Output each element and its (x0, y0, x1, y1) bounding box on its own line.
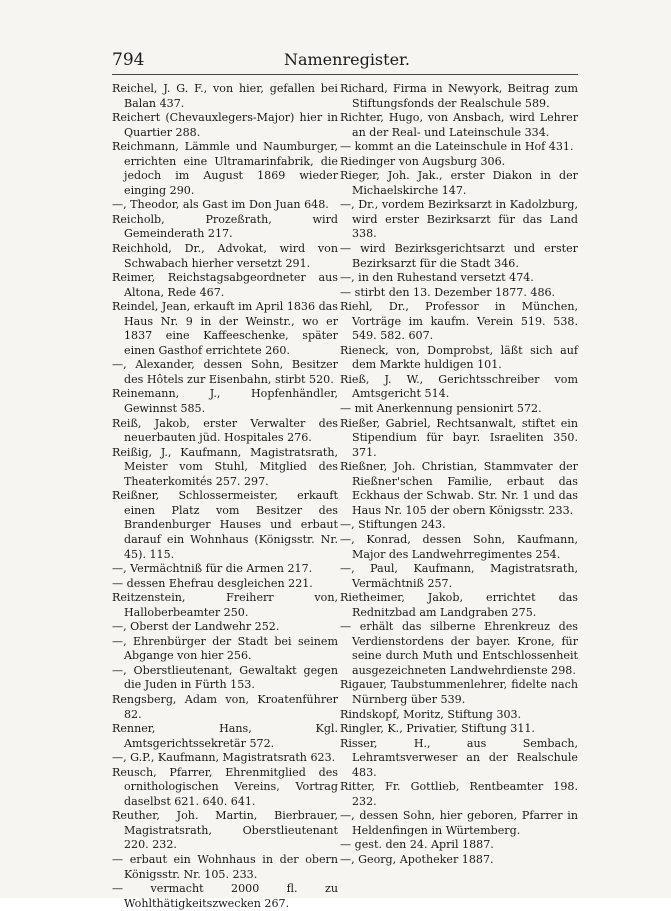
index-entry: — dessen Ehefrau desgleichen 221. (112, 576, 313, 590)
index-entry: Rießer, Gabriel, Rechtsanwalt, stiftet ein Stipendium für bayr. Israeliten 350. 371. (340, 416, 578, 459)
running-head: Namenregister. (283, 50, 411, 69)
index-entry: — stirbt den 13. Dezember 1877. 486. (340, 285, 556, 299)
index-entry: Rietheimer, Jakob, errichtet das Rednitzbad am Landgraben 275. (340, 591, 578, 619)
index-entry: Ritter, Fr. Gottlieb, Rentbeamter 198. 232. (340, 780, 578, 808)
index-entry: Reichert (Chevauxlegers-Major) hier in Quartier 288. (112, 111, 338, 139)
index-entry: — mit Anerkennung pensionirt 572. (340, 402, 542, 416)
index-entry: Rieneck, von, Domprobst, läßt sich auf dem Markte huldigen 101. (340, 343, 578, 372)
page-number: 794 (112, 50, 145, 70)
index-entry: Reißig, J., Kaufmann, Magistratsrath, Meister vom Stuhl, Mitglied des Theaterkomités 257. 297. (112, 445, 338, 488)
index-entry: — erhält das silberne Ehrenkreuz des Verdienstordens der bayer. Krone, für seine durch Muth und Entschlossenheit ausgezeichneten Landwehrdienste 298. (340, 620, 578, 677)
index-entry: —, Konrad, dessen Sohn, Kaufmann, Major des Landwehrregimentes 254. (340, 532, 578, 561)
index-entry: Reicholb, Prozeßrath, wird Gemeinderath 217. (112, 212, 338, 241)
index-entry: Richter, Hugo, von Ansbach, wird Lehrer an der Real- und Lateinschule 334. (340, 111, 578, 139)
index-entry: Risser, H., aus Sembach, Lehramtsverweser an der Realschule 483. (340, 736, 578, 779)
right-column (340, 82, 578, 868)
index-entry: —, Stiftungen 243. (340, 518, 446, 532)
index-entry: —, Georg, Apotheker 1887. (340, 852, 494, 866)
index-entry: Reichmann, Lämmle und Naumburger, errichten eine Ultramarinfabrik, die jedoch im August 1869 wieder einging 290. (112, 140, 338, 197)
index-entry: —, Ehrenbürger der Stadt bei seinem Abgange von hier 256. (112, 634, 338, 663)
index-entry: Rindskopf, Moritz, Stiftung 303. (340, 707, 522, 721)
index-entry: Reimer, Reichstagsabgeordneter aus Altona, Rede 467. (112, 271, 338, 299)
index-entry: Rigauer, Taubstummenlehrer, fidelte nach Nürnberg über 539. (340, 678, 578, 706)
index-entry: — kommt an die Lateinschule in Hof 431. (340, 140, 574, 154)
index-entry: —, in den Ruhestand versetzt 474. (340, 271, 534, 285)
index-entry: Richard, Firma in Newyork, Beitrag zum Stiftungsfonds der Realschule 589. (340, 82, 578, 110)
index-entry: Reusch, Pfarrer, Ehrenmitglied des ornithologischen Vereins, Vortrag daselbst 621. 640. 641. (112, 765, 338, 808)
header-rule (112, 74, 578, 75)
left-column (112, 82, 338, 911)
index-entry: Reitzenstein, Freiherr von, Halloberbeamter 250. (112, 591, 338, 619)
index-entry: — wird Bezirksgerichtsarzt und erster Bezirksarzt für die Stadt 346. (340, 242, 578, 270)
index-entry: Riedinger von Augsburg 306. (340, 154, 506, 168)
index-entry: Reißner, Schlossermeister, erkauft einen Platz vom Besitzer des Brandenburger Hauses und erbaut darauf ein Wohnhaus (Königsstr. Nr. 45). 115. (112, 489, 338, 561)
index-entry: Rieß, J. W., Gerichtsschreiber vom Amtsgericht 514. (340, 372, 578, 401)
index-entry: Reindel, Jean, erkauft im April 1836 das Haus Nr. 9 in der Weinstr., wo er 1837 eine Kaffeeschenke, später einen Gasthof errichtete 260. (112, 300, 338, 357)
index-entry: Reiß, Jakob, erster Verwalter des neuerbauten jüd. Hospitales 276. (112, 416, 338, 445)
index-entry: Rengsberg, Adam von, Kroatenführer 82. (112, 692, 338, 721)
page-header (112, 50, 582, 72)
index-entry: —, Dr., vordem Bezirksarzt in Kadolzburg, wird erster Bezirksarzt für das Land 338. (340, 198, 578, 241)
index-entry: —, Vermächtniß für die Armen 217. (112, 562, 313, 576)
index-entry: Reinemann, J., Hopfenhändler, Gewinnst 585. (112, 387, 338, 416)
index-entry: —, Alexander, dessen Sohn, Besitzer des Hôtels zur Eisenbahn, stirbt 520. (112, 358, 338, 386)
index-entry: —, Oberst der Landwehr 252. (112, 620, 280, 634)
index-entry: —, Paul, Kaufmann, Magistratsrath, Vermächtniß 257. (340, 562, 578, 590)
index-entry: —, Oberstlieutenant, Gewaltakt gegen die Juden in Fürth 153. (112, 663, 338, 692)
index-entry: — erbaut ein Wohnhaus in der obern Königsstr. Nr. 105. 233. (112, 852, 338, 881)
index-entry: —, G.P., Kaufmann, Magistratsrath 623. (112, 751, 336, 765)
index-entry: Rießner, Joh. Christian, Stammvater der Rießner'schen Familie, erbaut das Eckhaus der Schwab. Str. Nr. 1 und das Haus Nr. 105 der obern Königsstr. 233. (340, 460, 578, 517)
index-entry: Rieger, Joh. Jak., erster Diakon in der Michaelskirche 147. (340, 169, 578, 197)
index-entry: Reichhold, Dr., Advokat, wird von Schwabach hierher versetzt 291. (112, 242, 338, 270)
index-entry: —, Theodor, als Gast im Don Juan 648. (112, 198, 329, 212)
index-entry: Renner, Hans, Kgl. Amtsgerichtssekretär 572. (112, 722, 338, 750)
index-entry: Reuther, Joh. Martin, Bierbrauer, Magistratsrath, Oberstlieutenant 220. 232. (112, 809, 338, 852)
index-entry: Reichel, J. G. F., von hier, gefallen bei Balan 437. (112, 82, 338, 110)
index-entry: — vermacht 2000 fl. zu Wohlthätigkeitszwecken 267. (112, 882, 338, 910)
index-entry: —, dessen Sohn, hier geboren, Pfarrer in Heldenfingen in Würtemberg. (340, 809, 578, 837)
index-entry: — gest. den 24. April 1887. (340, 838, 494, 852)
index-entry: Riehl, Dr., Professor in München, Vorträge im kaufm. Verein 519. 538. 549. 582. 607. (340, 300, 578, 343)
index-entry: Ringler, K., Privatier, Stiftung 311. (340, 722, 535, 736)
